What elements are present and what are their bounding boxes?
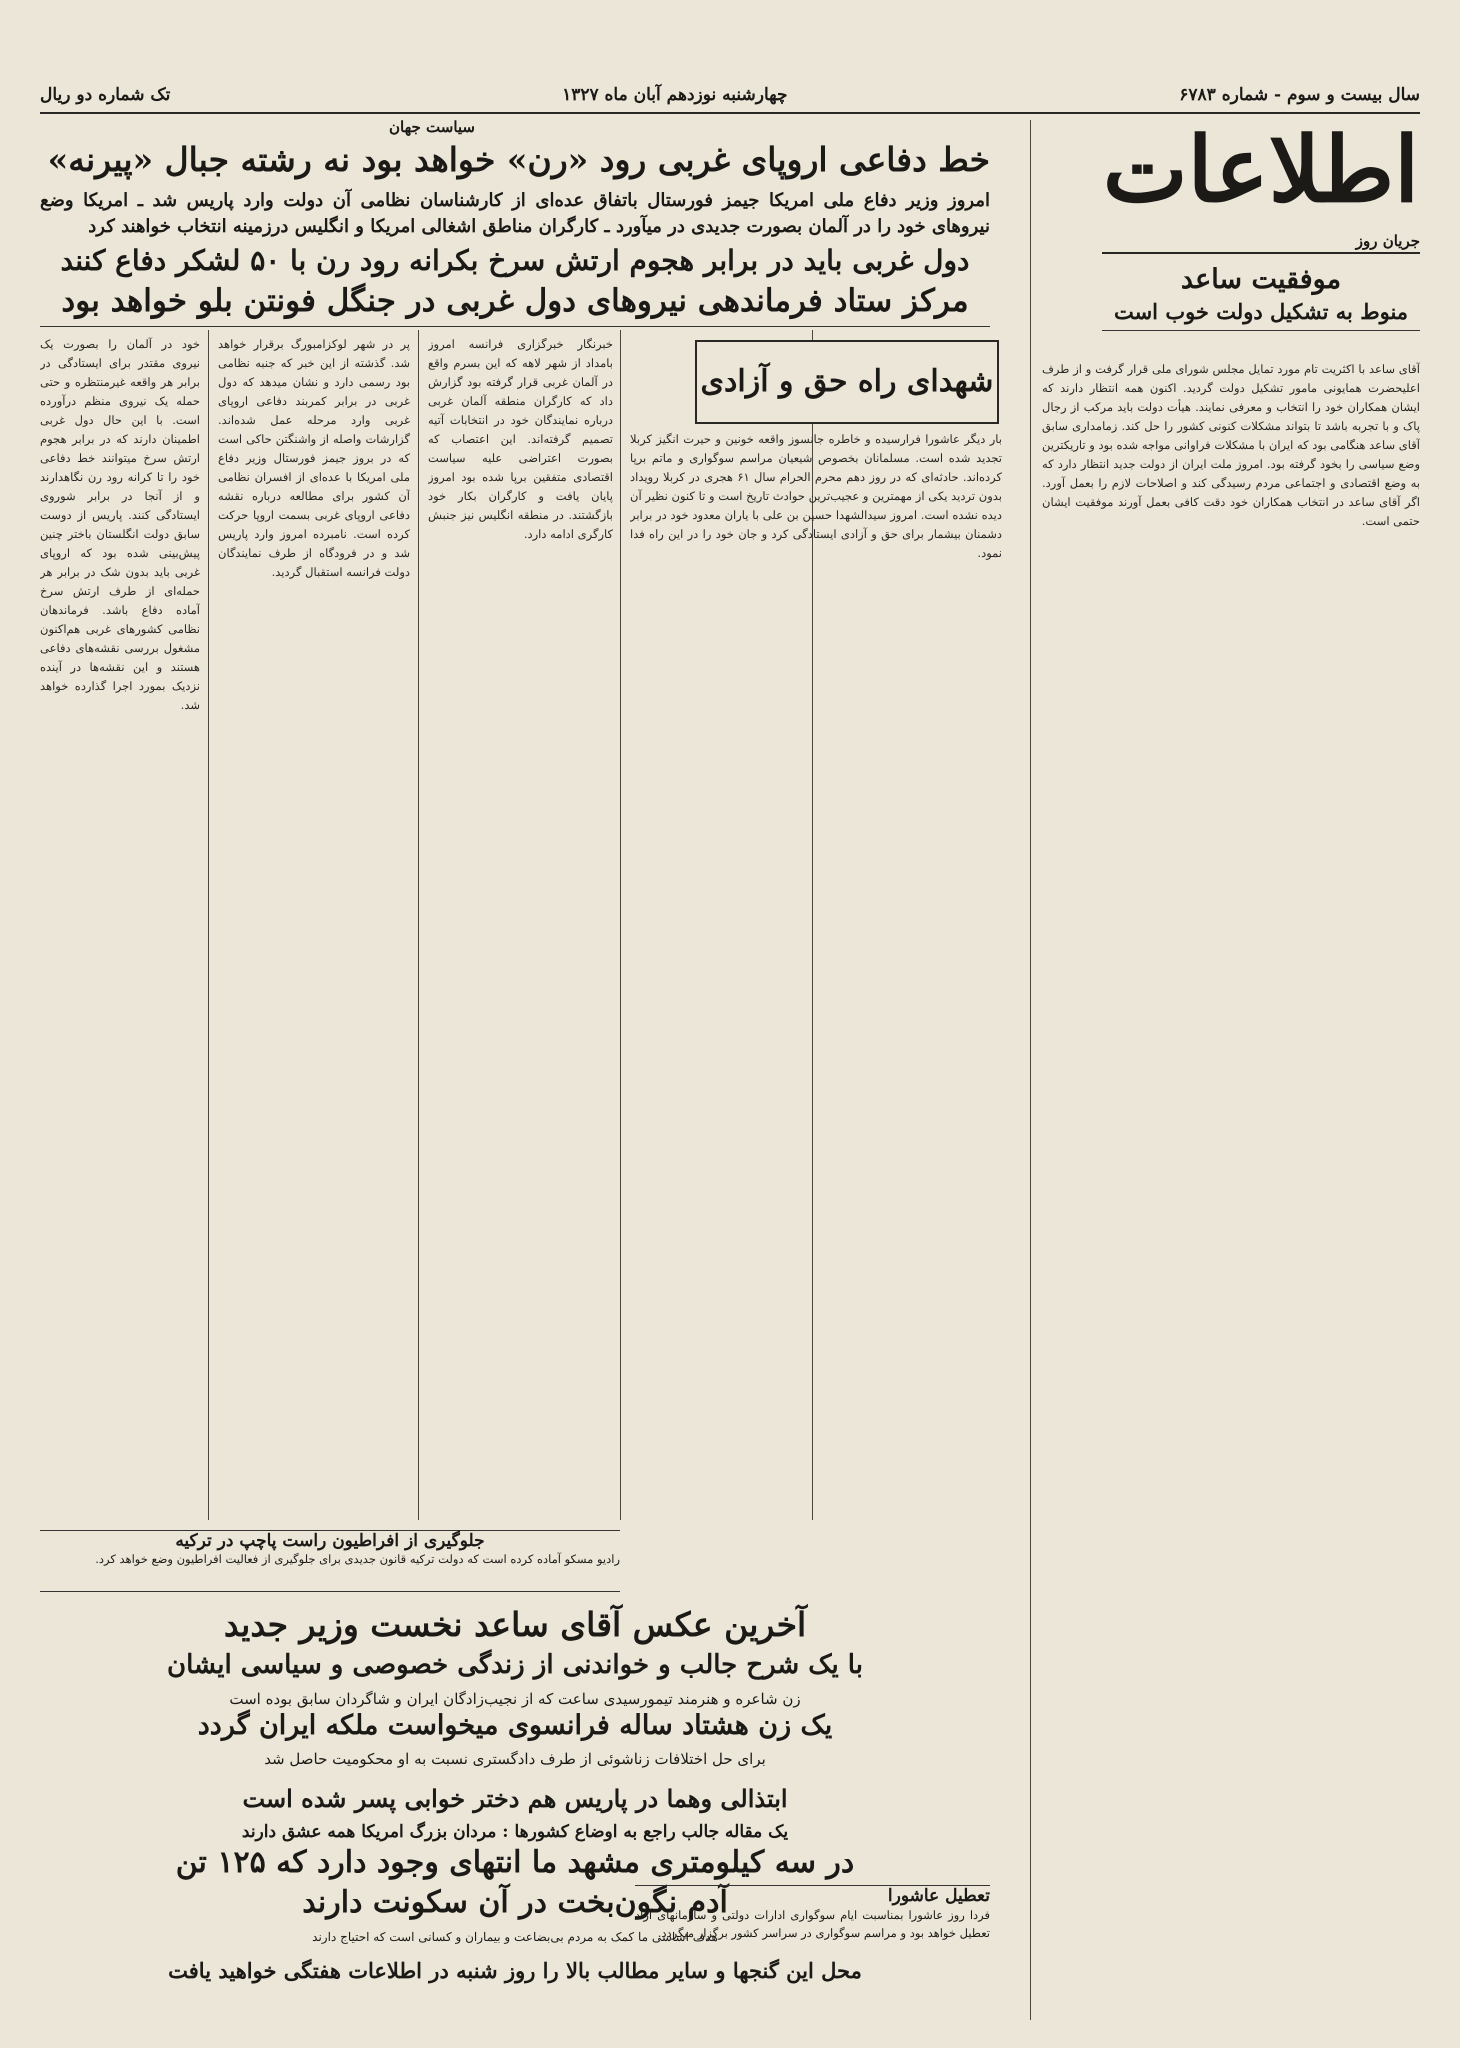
headline-secondary: دول غربی باید در برابر هجوم ارتش سرخ بکرانه رود رن با ۵۰ لشکر دفاع کنند bbox=[60, 244, 970, 277]
article-column-2 bbox=[218, 335, 410, 1515]
ad-line: در سه کیلومتری مشهد ما انتهای وجود دارد که ۱۲۵ تن bbox=[175, 1845, 855, 1880]
issue-date: چهارشنبه نوزدهم آبان ماه ۱۳۲۷ bbox=[562, 85, 788, 105]
headline-sub: امروز وزیر دفاع ملی امریکا جیمز فورستال باتفاق عده‌ای از کارشناسان نظامی آن دولت وارد پاریس شد ـ امریکا وضع نیروهای خود را در آلمان بصورت جدیدی در میآورد ـ کارگران مناطق اشغالی امریکا و انگلیس درزمینه انتخاب خواهند کرد bbox=[40, 190, 990, 237]
article-column-5 bbox=[1042, 360, 1420, 2020]
column-divider bbox=[1030, 120, 1031, 2020]
ad-headline: آخرین عکس آقای ساعد نخست وزیر جدید bbox=[223, 1605, 807, 1644]
ad-line: برای حل اختلافات زناشوئی از طرف دادگستری نسبت به او محکومیت حاصل شد bbox=[264, 1750, 766, 1768]
column-divider bbox=[418, 330, 419, 1520]
right-column-title: موفقیت ساعد bbox=[1180, 264, 1342, 295]
ashura-title: تعطیل عاشورا bbox=[887, 1886, 990, 1906]
newspaper-logo: اطلاعات bbox=[1102, 117, 1420, 223]
ad-line: ابتذالی وهما در پاریس هم دختر خوابی پسر شده است bbox=[242, 1784, 788, 1813]
headline-tertiary: مرکز ستاد فرماندهی نیروهای دول غربی در جنگل فونتن بلو خواهد بود bbox=[40, 282, 990, 327]
ad-footer: محل این گنجها و سایر مطالب بالا را روز شنبه در اطلاعات هفتگی خواهید یافت bbox=[168, 1958, 862, 1983]
turkey-news-text: رادیو مسکو آماده کرده است که دولت ترکیه قانون جدیدی برای جلوگیری از فعالیت افراطیون وضع خواهد کرد. bbox=[95, 1552, 620, 1566]
right-column-tag: جریان روز bbox=[1102, 232, 1420, 254]
issue-price: تک شماره دو ریال bbox=[40, 85, 171, 105]
article-text: پر در شهر لوکزامبورگ برقرار خواهد شد. گذشته از این خبر که جنبه نظامی بود رسمی دارد و نشان میدهد که دول غربی در برابر کمربند دفاعی اروپای غربی وارد مرحله عمل شده‌اند. گزارشات واصله از واشنگتن حاکی است که در بروز جیمز فورستال وزیر دفاع ملی امریکا با عده‌ای از افسران نظامی آن کشور برای مطالعه درباره نقشه دفاعی اروپای غربی بسمت اروپا حرکت کرده است. نامبرده امروز وارد پاریس شد و در فرودگاه از طرف نمایندگان دولت فرانسه استقبال گردید. bbox=[218, 337, 410, 579]
right-column-header bbox=[1102, 232, 1420, 331]
ad-line: با یک شرح جالب و خواندنی از زندگی خصوصی و سیاسی ایشان bbox=[167, 1650, 863, 1680]
ashura-block bbox=[635, 1885, 990, 2011]
ad-line: زن شاعره و هنرمند تیمورسیدی ساعت که از نجیب‌زادگان ایران و شاگردان سابق بوده است bbox=[229, 1690, 801, 1708]
ashura-text: فردا روز عاشورا بمناسبت ایام سوگواری ادارات دولتی و سازمانهای آزاد تعطیل خواهد بود و مراسم سوگواری در سراسر کشور برگزار میگردد. bbox=[635, 1908, 990, 1940]
box-title: شهدای راه حق و آزادی bbox=[695, 340, 999, 424]
article-text: بار دیگر عاشورا فرارسیده و خاطره جانسوز واقعه خونین و حیرت انگیز کربلا تجدید شده است. مسلمانان بخصوص شیعیان مراسم سوگواری و ماتم برپا کرده‌اند. حادثه‌ای که در روز دهم محرم الحرام سال ۶۱ هجری در کربلا رویداد بدون تردید یکی از مهمترین و عجیب‌ترین حوادث تاریخ است و تا کنون نظیر آن دیده نشده است. امروز سیدالشهدا حسین بن علی با یاران معدود خود در برابر دشمنان بیشمار برای حق و آزادی ایستادگی کرد و جان خود را در این راه فدا نمود. bbox=[630, 432, 1002, 560]
ad-line: هدف اساسی ما کمک به مردم بی‌بضاعت و بیماران و کسانی است که احتیاج دارند bbox=[312, 1930, 718, 1944]
ad-line: یک زن هشتاد ساله فرانسوی میخواست ملکه ایران گردد bbox=[197, 1710, 833, 1741]
article-text: خبرنگار خبرگزاری فرانسه امروز بامداد از شهر لاهه که این بسرم واقع در آلمان غربی قرار گرفته بود گزارش داد که کارگران منطقه آلمان غربی درباره نمایندگان خود در انتخابات آتیه تصمیم گرفته‌اند. این اعتصاب که بصورت اعتراضی علیه سیاست اقتصادی متفقین برپا شده بود امروز پایان یافت و کارگران بکار خود بازگشتند. در منطقه انگلیس نیز جنبش کارگری ادامه دارد. bbox=[428, 337, 613, 541]
headline-main: خط دفاعی اروپای غربی رود «رن» خواهد بود نه رشته جبال «پیرنه» bbox=[47, 140, 990, 179]
article-text: آقای ساعد با اکثریت تام مورد تمایل مجلس شورای ملی قرار گرفت و از طرف اعلیحضرت همایونی مامور تشکیل دولت گردید. اکنون همه انتظار دارند که ایشان همکاران خود را انتخاب و معرفی نمایند. هیأت دولت باید مرکب از رجال پاک و با تجربه باشد تا بتواند مشکلات کنونی کشور را حل کند. زمامداری سابق آقای ساعد هنگامی بود که ایران با مشکلات فراوانی مواجه شده بود و تاریکترین وضع سیاسی را بخود گرفته بود. امروز ملت ایران از دولت جدید انتظار دارد که به وضع اقتصادی و اجتماعی مردم رسیدگی کند و اصلاحات لازم را بعمل آورد. اگر آقای ساعد در انتخاب همکاران خود دقت کافی بعمل آورند موفقیت ایشان حتمی است. bbox=[1042, 362, 1420, 528]
turkey-news-title: جلوگیری از افراطیون راست پاچپ در ترکیه bbox=[175, 1531, 485, 1551]
column-divider bbox=[620, 330, 621, 1520]
column-divider bbox=[208, 330, 209, 1520]
article-column-1 bbox=[40, 335, 200, 1515]
article-column-3 bbox=[428, 335, 613, 1515]
right-column-subtitle: منوط به تشکیل دولت خوب است bbox=[1102, 299, 1420, 331]
article-text: خود در آلمان را بصورت یک نیروی مقتدر برای ایستادگی در برابر هر واقعه غیرمنتظره و حتی حمله یک نیروی منظم درآورده است. با این حال دول غربی اطمینان دارند که در برابر هجوم ارتش سرخ میتوانند خط دفاعی خود را تا کرانه رود رن نگاهدارند و از آنجا در برابر شوروی ایستادگی کنند. پاریس از دوست سابق دولت انگلستان باختر چنین پیش‌بینی شده بود که اروپای غربی باید بدون شک در برابر هر حمله‌ای از طرف ارتش سرخ آماده دفاع باشد. فرماندهان نظامی کشورهای غربی هم‌اکنون مشغول بررسی نقشه‌های دفاعی هستند و این نقشه‌ها در آینده نزدیک بمورد اجرا گذارده خواهد شد. bbox=[40, 337, 200, 712]
turkey-news-block bbox=[40, 1530, 620, 1592]
masthead-info-bar bbox=[40, 78, 1420, 114]
issue-volume: سال بیست و سوم - شماره ۶۷۸۳ bbox=[1179, 85, 1420, 105]
section-tag: سیاست جهان bbox=[389, 118, 475, 136]
ad-line: یک مقاله جالب راجع به اوضاع کشورها : مردان بزرگ امریکا همه عشق دارند bbox=[241, 1822, 789, 1842]
ad-line: آدم نگون‌بخت در آن سکونت دارند bbox=[302, 1885, 728, 1920]
